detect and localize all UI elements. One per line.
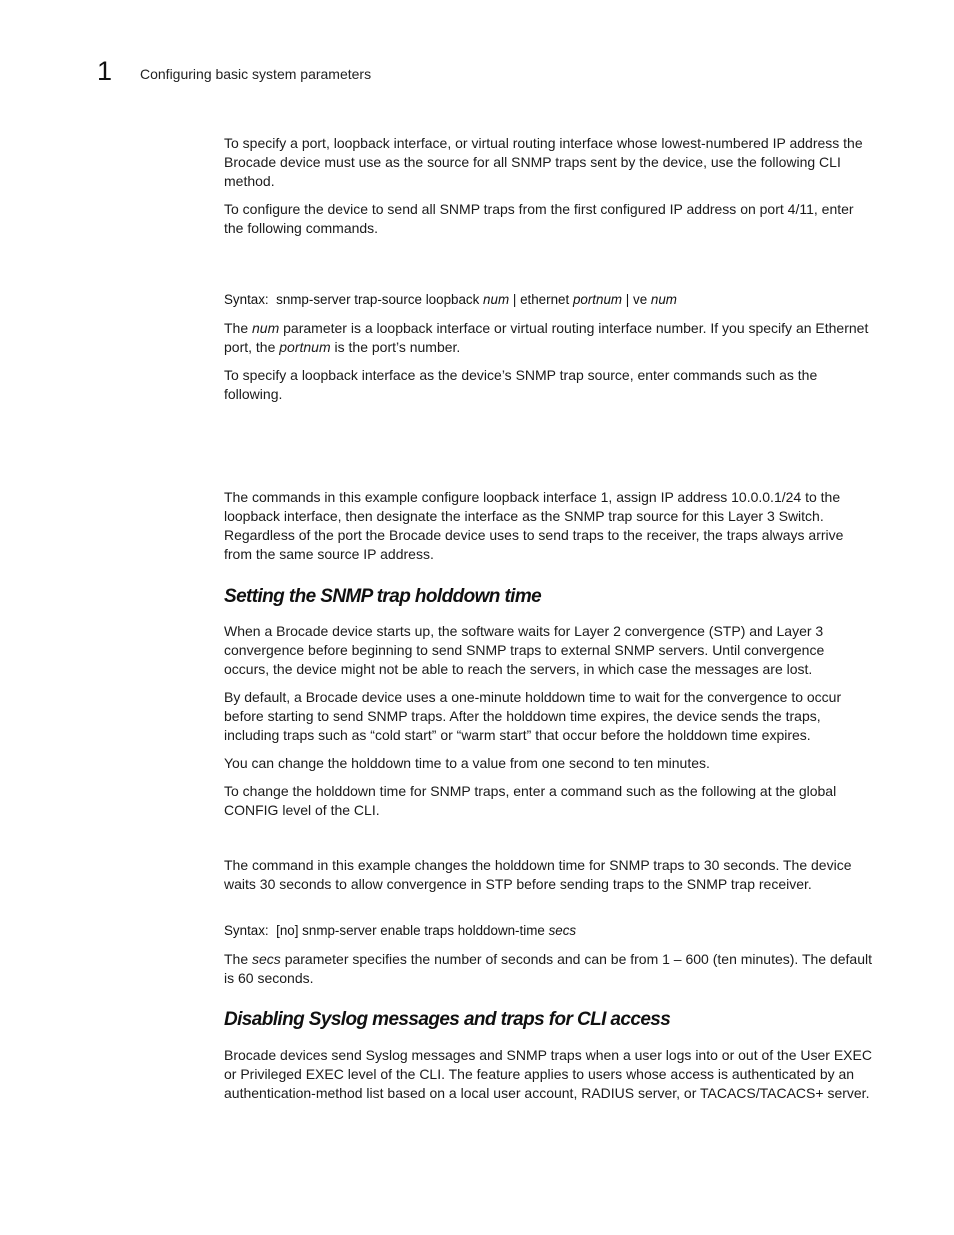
loopback-example-paragraph: To specify a loopback interface as the device’s SNMP trap source, enter commands such as the following.: [224, 367, 818, 402]
holddown-example-paragraph: The command in this example changes the holddown time for SNMP traps to 30 seconds. The device waits 30 seconds to allow convergence in STP before sending traps to the SNMP trap receiver.: [224, 857, 852, 892]
secs-parameter-paragraph: [224, 950, 872, 988]
holddown-intro-paragraph: When a Brocade device starts up, the software waits for Layer 2 convergence (STP) and Layer 3 convergence before beginning to send SNMP traps to external SNMP servers. Until convergence occurs, the device might not be able to reach the servers, in which case the messages are lost.: [224, 623, 825, 677]
syntax-separator: |: [625, 292, 630, 307]
syntax-label: Syntax:: [224, 923, 269, 938]
param-num: num: [252, 320, 280, 336]
chapter-title: Configuring basic system parameters: [140, 66, 372, 82]
trap-source-intro-paragraph: To specify a port, loopback interface, or virtual routing interface whose lowest-numbered IP address the Brocade device must use as the source for all SNMP traps sent by the device, use the following CLI method.: [224, 135, 863, 189]
syntax-command: snmp-server trap-source loopback: [276, 292, 480, 307]
holddown-default-paragraph: By default, a Brocade device uses a one-minute holddown time to wait for the convergence to occur before starting to send SNMP traps. After the holddown time expires, the device sends the traps, including traps such as “cold start” or “warm start” that occur before the holddown time expires.: [224, 689, 842, 743]
syntax-keyword-ve: ve: [633, 292, 648, 307]
running-head: [97, 56, 371, 86]
syntax-label: Syntax:: [224, 292, 269, 307]
syntax-arg-num: num: [483, 292, 510, 307]
holddown-range-paragraph: You can change the holddown time to a value from one second to ten minutes.: [224, 755, 710, 771]
section-heading-holddown: Setting the SNMP trap holddown time: [224, 586, 542, 607]
trap-source-port-paragraph: To configure the device to send all SNMP traps from the first configured IP address on port 4/11, enter the following commands.: [224, 201, 854, 236]
holddown-change-paragraph: To change the holddown time for SNMP traps, enter a command such as the following at the global CONFIG level of the CLI.: [224, 783, 837, 818]
section-heading-syslog: Disabling Syslog messages and traps for CLI access: [224, 1009, 671, 1030]
chapter-number: 1: [97, 56, 113, 86]
text-run: is the port’s number.: [330, 338, 461, 355]
text-run: The: [224, 320, 253, 336]
syntax-keyword-ethernet: ethernet: [520, 292, 570, 307]
syntax-separator: |: [512, 292, 517, 307]
syntax-arg-num: num: [650, 292, 677, 307]
param-portnum: portnum: [279, 338, 331, 355]
loopback-explanation-paragraph: The commands in this example configure loopback interface 1, assign IP address 10.0.0.1/24 to the loopback interface, then designate the interface as the SNMP trap source for this Layer 3 Switch. Regardless of the port the Brocade device uses to send traps to the receiver, the traps always arrive from the same source IP address.: [224, 489, 844, 562]
text-run: The: [224, 951, 253, 967]
syntax-command: [no] snmp-server enable traps holddown-time: [276, 923, 545, 938]
syntax-arg-portnum: portnum: [572, 292, 623, 307]
num-parameter-paragraph: [224, 319, 872, 357]
param-secs: secs: [252, 951, 281, 967]
trap-source-syntax: [224, 291, 872, 310]
syslog-intro-paragraph: Brocade devices send Syslog messages and SNMP traps when a user logs into or out of the User EXEC or Privileged EXEC level of the CLI. The feature applies to users whose access is authenticated by an authentication-method list based on a local user account, RADIUS server, or TACACS/TACACS+ server.: [224, 1047, 872, 1101]
text-run: parameter specifies the number of seconds and can be from 1 – 600 (ten minutes). The default is 60 seconds.: [224, 951, 872, 986]
text-run: parameter is a loopback interface or virtual routing interface number. If you specify an Ethernet port, the: [224, 320, 869, 355]
syntax-arg-secs: secs: [548, 923, 577, 938]
holddown-syntax: [224, 922, 872, 941]
